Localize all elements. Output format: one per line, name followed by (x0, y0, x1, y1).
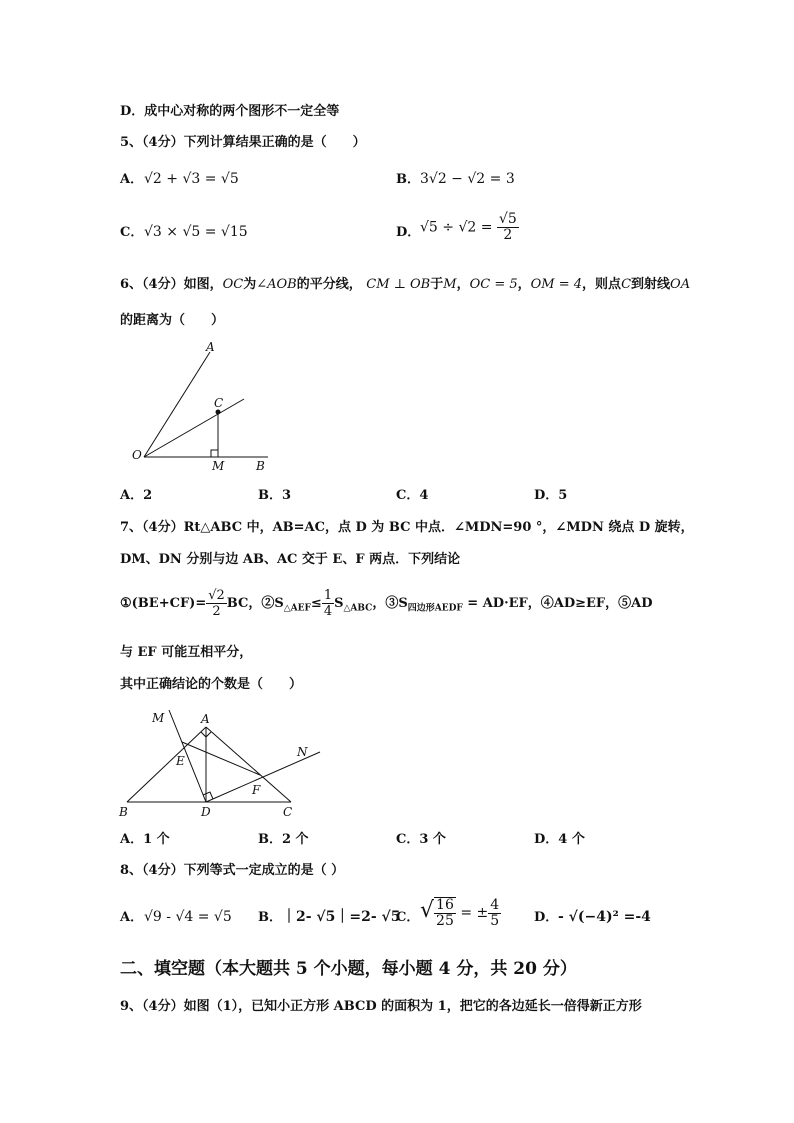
q5-stem: 5、（4分）下列计算结果正确的是（ ） (120, 135, 366, 150)
q8-option-d-label: D． (534, 910, 559, 925)
q6-om4: OM = 4 (530, 277, 583, 292)
q6-fig-label-m: M (212, 459, 225, 473)
q5-option-d-label: D． (396, 225, 421, 240)
q4-option-d: D．成中心对称的两个图形不一定全等 (120, 104, 340, 119)
q7-c2-mid: ≤ (310, 596, 322, 611)
q6-sep2: ， (517, 277, 531, 292)
q6-fig-label-b: B (256, 459, 265, 473)
q5-option-b: 3√2 − √2 = 3 (420, 171, 515, 187)
q6-fig-label-c: C (214, 396, 224, 410)
q6-to-ray: 到射线 (631, 277, 671, 292)
q7-c4: ④AD≥EF， (540, 596, 619, 611)
q8-option-c-eq: = ± (460, 905, 489, 921)
q6-option-d: D．5 (534, 488, 568, 503)
q7-c3-pre: ③S (385, 596, 408, 611)
q5-option-c: √3 × √5 = √15 (144, 224, 248, 240)
q7-fig-label-e: E (176, 754, 185, 768)
q7-c1-fraction (206, 588, 227, 619)
q7-fig-label-b: B (119, 805, 128, 819)
q7-c2-den: 4 (323, 604, 333, 619)
q7-c3-sub: 四边形AEDF (407, 603, 463, 614)
q6-oa: OA (670, 277, 691, 292)
q7-figure (115, 705, 330, 825)
q6-cm-ob: CM ⊥ OB (366, 277, 431, 292)
q7-fig-label-d: D (201, 805, 211, 819)
q7-c2-sub2: △ABC (343, 603, 373, 614)
q7-c1-num: √2 (208, 588, 225, 603)
q6-stem (120, 277, 690, 293)
q7-c1-pre: ①(BE+CF)= (120, 596, 207, 611)
q8-option-c-fraction (434, 897, 456, 929)
q5-option-b-label: B． (396, 172, 420, 187)
q6-stem-line2: 的距离为（ ） (120, 313, 225, 328)
q6-oc: OC (222, 277, 244, 292)
q7-c2-fraction (322, 588, 334, 619)
q8-option-c-rnum: 4 (490, 896, 500, 913)
q5-option-a: √2 + √3 = √5 (144, 171, 239, 187)
q5-option-d-numerator: √5 (498, 211, 517, 227)
q6-fig-label-a: A (206, 340, 215, 354)
q6-angle: ∠AOB (256, 277, 297, 292)
q8-option-b-label: B． (258, 910, 282, 925)
q7-c2-sub: △AEF (283, 603, 311, 614)
q6-option-c: C．4 (396, 488, 429, 503)
q7-c2-pre: ②S (261, 596, 284, 611)
q5-option-a-label: A． (120, 172, 144, 187)
q7-conclusions (120, 588, 653, 619)
q8-option-c-label: C． (396, 910, 420, 925)
q7-c2-post: ， (372, 596, 386, 611)
q6-oc5: OC = 5 (469, 277, 518, 292)
q5-option-d-left: √5 ÷ √2 = (420, 219, 493, 236)
q6-then: ，则点 (582, 277, 622, 292)
q7-stem-line4: 与 EF 可能互相平分， (120, 645, 253, 660)
q7-stem-line1: 7、（4分）Rt△ABC 中，AB=AC，点 D 为 BC 中点．∠MDN=90 °，∠MDN 绕点 D 旋转， (120, 520, 694, 535)
q9-stem-line1: 9、（4分）如图（1），已知小正方形 ABCD 的面积为 1，把它的各边延长一倍得新正方形 (120, 999, 642, 1014)
q7-c2-s: S (334, 596, 344, 611)
q7-option-d: D．4 个 (534, 832, 585, 847)
q8-option-c-result (488, 898, 501, 929)
q7-option-c: C．3 个 (396, 832, 446, 847)
q7-option-a: A．1 个 (120, 832, 170, 847)
q7-fig-label-n: N (297, 745, 308, 759)
q8-option-a-label: A． (120, 910, 144, 925)
q7-c2-num: 1 (323, 588, 333, 603)
q7-fig-label-c: C (283, 805, 293, 819)
q7-fig-label-a: A (201, 712, 210, 726)
q5-option-d-fraction (497, 212, 519, 243)
q8-option-c (420, 897, 501, 929)
q8-option-c-den: 25 (436, 913, 454, 929)
q7-c1-den: 2 (212, 604, 221, 619)
q5-option-d (420, 212, 519, 243)
q7-stem-line5: 其中正确结论的个数是（ ） (120, 677, 303, 692)
q7-c5: ⑤AD (618, 596, 653, 611)
q6-option-b: B．3 (258, 488, 292, 503)
q6-figure (120, 335, 290, 475)
q7-fig-label-f: F (252, 783, 261, 797)
q8-option-a: √9 - √4 = √5 (144, 909, 232, 925)
q6-sep1: ， (456, 277, 470, 292)
q5-option-d-denominator: 2 (503, 227, 513, 243)
q8-stem: 8、（4分）下列等式一定成立的是（ ） (120, 863, 345, 878)
q6-is: 为 (243, 277, 257, 292)
q5-option-c-label: C． (120, 225, 144, 240)
q6-c: C (621, 277, 632, 292)
q8-option-b: ｜2- √5｜=2- √5 (282, 909, 401, 925)
section-2-title: 二、填空题（本大题共 5 个小题，每小题 4 分，共 20 分） (120, 959, 577, 979)
q6-fig-label-o: O (132, 448, 142, 462)
q8-option-d: - √(−4)² =-4 (558, 909, 651, 925)
q8-option-c-num: 16 (436, 897, 454, 913)
q6-option-a: A．2 (120, 488, 153, 503)
q7-fig-label-m: M (152, 711, 165, 725)
q6-m: M (443, 277, 457, 292)
q7-c3-post: = AD·EF， (462, 596, 541, 611)
q8-option-c-rden: 5 (490, 912, 500, 929)
q7-stem-line2: DM、DN 分别与边 AB、AC 交于 E、F 两点．下列结论 (120, 552, 461, 567)
q8-option-c-root: √ (420, 898, 435, 923)
q7-c1-post: BC， (226, 596, 262, 611)
q7-option-b: B．2 个 (258, 832, 309, 847)
q6-yu: 于 (430, 277, 444, 292)
q6-stem-prefix: 6、（4分）如图， (120, 277, 223, 292)
q6-bisector: 的平分线， (296, 277, 362, 292)
